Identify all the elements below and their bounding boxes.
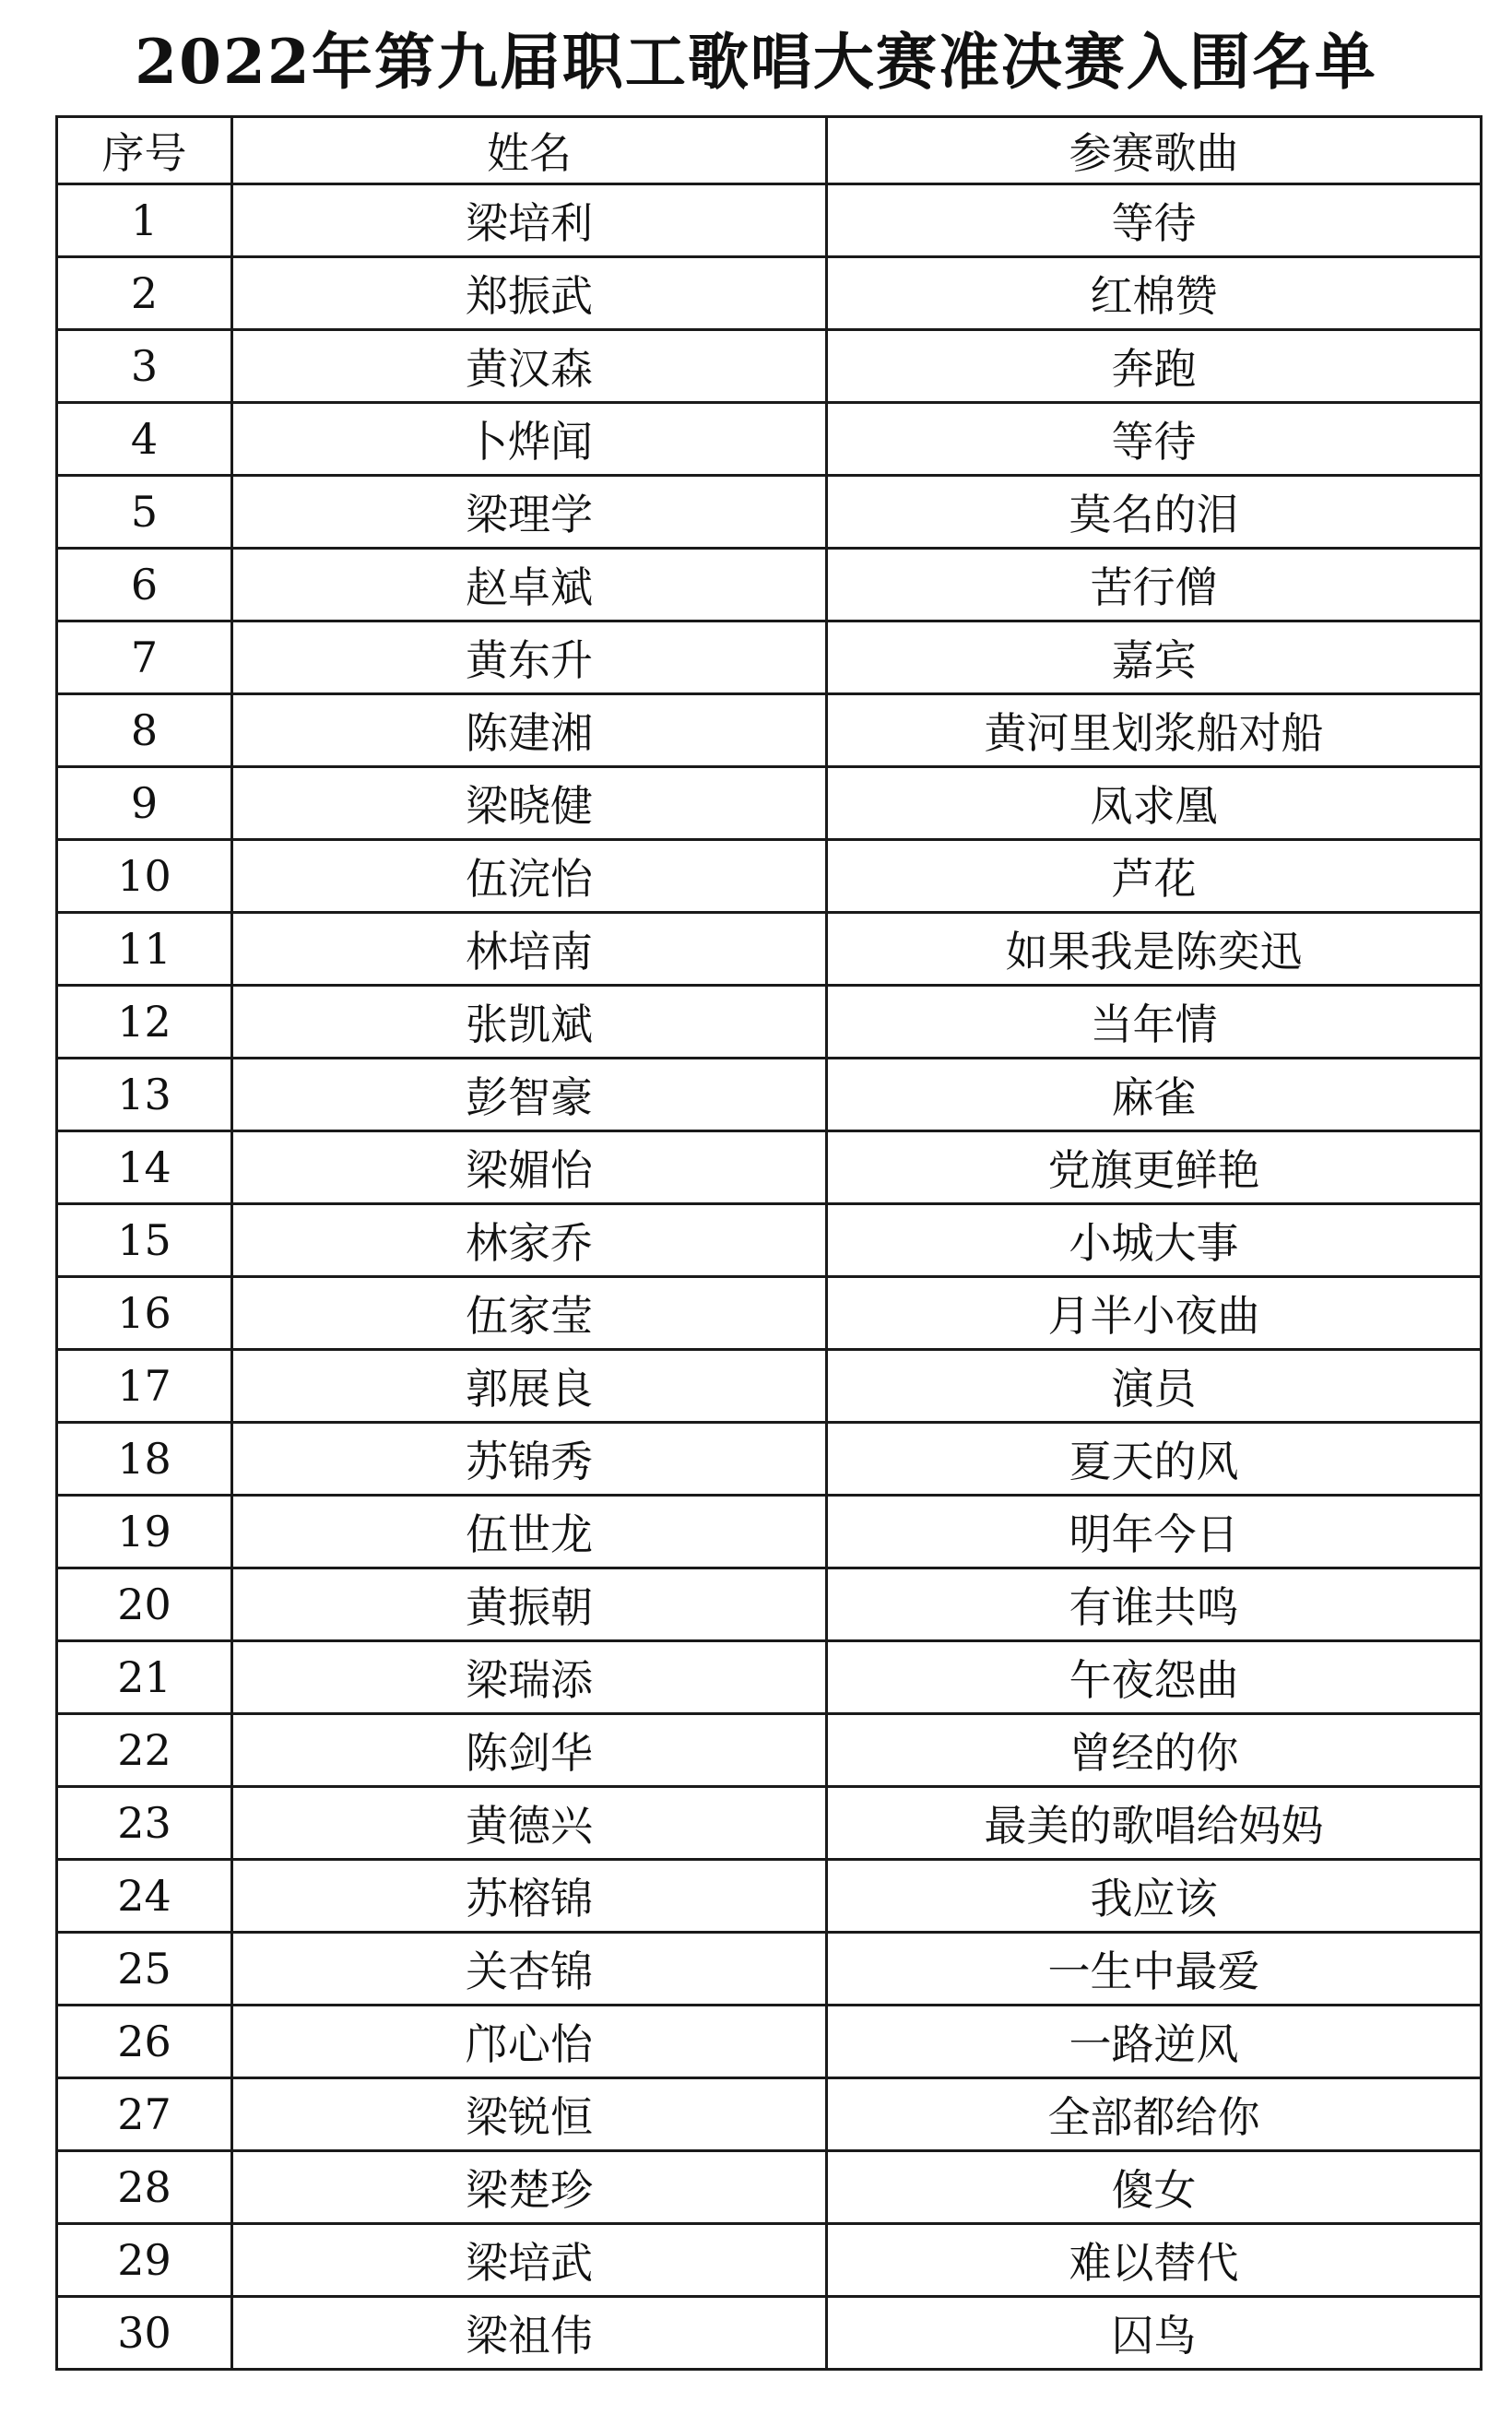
table-row <box>57 694 1482 767</box>
table-row <box>57 2151 1482 2224</box>
contestant-name: 伍世龙 <box>232 1496 827 1568</box>
table-row <box>57 1059 1482 1131</box>
table-row <box>57 913 1482 986</box>
row-number: 25 <box>57 1933 232 2006</box>
contestant-name: 苏锦秀 <box>232 1423 827 1496</box>
table-row <box>57 476 1482 549</box>
row-number: 14 <box>57 1131 232 1204</box>
table-row <box>57 621 1482 694</box>
row-number: 21 <box>57 1641 232 1714</box>
song-title: 麻雀 <box>827 1059 1482 1131</box>
row-number: 30 <box>57 2297 232 2370</box>
row-number: 13 <box>57 1059 232 1131</box>
table-row <box>57 1933 1482 2006</box>
table-row <box>57 767 1482 840</box>
contestant-name: 黄振朝 <box>232 1568 827 1641</box>
row-number: 9 <box>57 767 232 840</box>
song-title: 傻女 <box>827 2151 1482 2224</box>
row-number: 11 <box>57 913 232 986</box>
song-title: 午夜怨曲 <box>827 1641 1482 1714</box>
contestant-name: 赵卓斌 <box>232 549 827 621</box>
table-row <box>57 1204 1482 1277</box>
song-title: 奔跑 <box>827 330 1482 403</box>
song-title: 红棉赞 <box>827 257 1482 330</box>
song-title: 苦行僧 <box>827 549 1482 621</box>
song-title: 有谁共鸣 <box>827 1568 1482 1641</box>
table-row <box>57 1787 1482 1860</box>
contestant-name: 林家乔 <box>232 1204 827 1277</box>
song-title: 难以替代 <box>827 2224 1482 2297</box>
contestant-name: 梁媚怡 <box>232 1131 827 1204</box>
contestant-name: 伍浣怡 <box>232 840 827 913</box>
row-number: 3 <box>57 330 232 403</box>
contestant-name: 黄东升 <box>232 621 827 694</box>
table-row <box>57 1496 1482 1568</box>
contestant-name: 梁楚珍 <box>232 2151 827 2224</box>
header-song: 参赛歌曲 <box>827 117 1482 184</box>
row-number: 12 <box>57 986 232 1059</box>
table-row <box>57 330 1482 403</box>
song-title: 凤求凰 <box>827 767 1482 840</box>
contestant-name: 梁晓健 <box>232 767 827 840</box>
table-body <box>57 184 1482 2370</box>
contestant-name: 关杏锦 <box>232 1933 827 2006</box>
row-number: 10 <box>57 840 232 913</box>
contestant-name: 黄德兴 <box>232 1787 827 1860</box>
song-title: 一生中最爱 <box>827 1933 1482 2006</box>
contestant-name: 郭展良 <box>232 1350 827 1423</box>
contestant-name: 张凯斌 <box>232 986 827 1059</box>
table-row <box>57 986 1482 1059</box>
row-number: 6 <box>57 549 232 621</box>
song-title: 夏天的风 <box>827 1423 1482 1496</box>
song-title: 我应该 <box>827 1860 1482 1933</box>
contestant-name: 陈剑华 <box>232 1714 827 1787</box>
contestant-name: 梁锐恒 <box>232 2078 827 2151</box>
song-title: 如果我是陈奕迅 <box>827 913 1482 986</box>
song-title: 党旗更鲜艳 <box>827 1131 1482 1204</box>
finalist-table <box>55 115 1482 2371</box>
song-title: 当年情 <box>827 986 1482 1059</box>
header-row <box>57 117 1482 184</box>
row-number: 24 <box>57 1860 232 1933</box>
header-number: 序号 <box>57 117 232 184</box>
song-title: 等待 <box>827 403 1482 476</box>
table-row <box>57 2078 1482 2151</box>
table-row <box>57 1568 1482 1641</box>
song-title: 全部都给你 <box>827 2078 1482 2151</box>
table-row <box>57 1714 1482 1787</box>
document-title: 2022年第九届职工歌唱大赛准决赛入围名单 <box>135 26 1377 98</box>
row-number: 27 <box>57 2078 232 2151</box>
song-title: 小城大事 <box>827 1204 1482 1277</box>
table-header <box>57 117 1482 184</box>
table-row <box>57 184 1482 257</box>
table-row <box>57 840 1482 913</box>
row-number: 29 <box>57 2224 232 2297</box>
row-number: 1 <box>57 184 232 257</box>
song-title: 曾经的你 <box>827 1714 1482 1787</box>
table-row <box>57 2006 1482 2078</box>
row-number: 2 <box>57 257 232 330</box>
table-row <box>57 2224 1482 2297</box>
contestant-name: 郑振武 <box>232 257 827 330</box>
contestant-name: 苏榕锦 <box>232 1860 827 1933</box>
song-title: 演员 <box>827 1350 1482 1423</box>
row-number: 19 <box>57 1496 232 1568</box>
song-title: 黄河里划浆船对船 <box>827 694 1482 767</box>
table-row <box>57 403 1482 476</box>
table-row <box>57 1423 1482 1496</box>
header-name: 姓名 <box>232 117 827 184</box>
table-row <box>57 1277 1482 1350</box>
row-number: 8 <box>57 694 232 767</box>
contestant-name: 邝心怡 <box>232 2006 827 2078</box>
song-title: 莫名的泪 <box>827 476 1482 549</box>
contestant-name: 梁瑞添 <box>232 1641 827 1714</box>
contestant-name: 梁祖伟 <box>232 2297 827 2370</box>
row-number: 4 <box>57 403 232 476</box>
table-row <box>57 257 1482 330</box>
contestant-name: 彭智豪 <box>232 1059 827 1131</box>
row-number: 16 <box>57 1277 232 1350</box>
song-title: 囚鸟 <box>827 2297 1482 2370</box>
contestant-name: 伍家莹 <box>232 1277 827 1350</box>
table-row <box>57 2297 1482 2370</box>
contestant-name: 黄汉森 <box>232 330 827 403</box>
song-title: 嘉宾 <box>827 621 1482 694</box>
song-title: 月半小夜曲 <box>827 1277 1482 1350</box>
row-number: 17 <box>57 1350 232 1423</box>
song-title: 明年今日 <box>827 1496 1482 1568</box>
table-row <box>57 1860 1482 1933</box>
table-row <box>57 1350 1482 1423</box>
row-number: 15 <box>57 1204 232 1277</box>
row-number: 26 <box>57 2006 232 2078</box>
row-number: 22 <box>57 1714 232 1787</box>
contestant-name: 卜烨闻 <box>232 403 827 476</box>
table-row <box>57 1131 1482 1204</box>
table-row <box>57 549 1482 621</box>
table-row <box>57 1641 1482 1714</box>
contestant-name: 梁理学 <box>232 476 827 549</box>
contestant-name: 陈建湘 <box>232 694 827 767</box>
row-number: 23 <box>57 1787 232 1860</box>
row-number: 7 <box>57 621 232 694</box>
contestant-name: 林培南 <box>232 913 827 986</box>
row-number: 5 <box>57 476 232 549</box>
row-number: 20 <box>57 1568 232 1641</box>
contestant-name: 梁培武 <box>232 2224 827 2297</box>
song-title: 芦花 <box>827 840 1482 913</box>
contestant-name: 梁培利 <box>232 184 827 257</box>
row-number: 18 <box>57 1423 232 1496</box>
song-title: 最美的歌唱给妈妈 <box>827 1787 1482 1860</box>
song-title: 等待 <box>827 184 1482 257</box>
row-number: 28 <box>57 2151 232 2224</box>
song-title: 一路逆风 <box>827 2006 1482 2078</box>
